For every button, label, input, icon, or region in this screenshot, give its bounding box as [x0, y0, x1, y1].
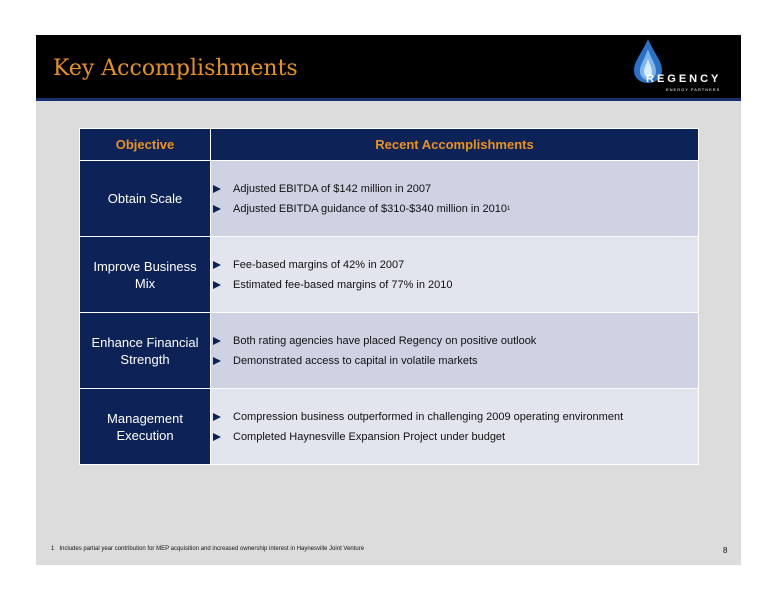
bullet-arrow-icon — [213, 205, 221, 213]
footnote — [51, 546, 364, 552]
list-item: Compression business outperformed in challenging 2009 operating environment — [211, 407, 698, 427]
page-number: 8 — [723, 546, 728, 555]
objective-label: Obtain Scale — [107, 191, 183, 206]
list-item: Estimated fee-based margins of 77% in 2010 — [211, 275, 698, 295]
objective-cell — [80, 313, 211, 389]
header-divider — [36, 98, 741, 101]
footnote-text: Includes partial year contribution for MEP acquisition and increased ownership interest in Haynesville Joint Venture — [59, 546, 365, 552]
accomplishments-table — [79, 128, 699, 465]
accomplishments-cell — [211, 237, 699, 313]
list-item: Both rating agencies have placed Regency on positive outlook — [211, 331, 698, 351]
column-header-recent: Recent Accomplishments — [211, 129, 699, 161]
bullet-arrow-icon — [213, 261, 221, 269]
regency-logo — [628, 37, 738, 97]
page-title: Key Accomplishments — [53, 56, 298, 81]
objective-cell — [80, 237, 211, 313]
bullet-arrow-icon — [213, 281, 221, 289]
footnote-number: 1 — [51, 546, 55, 552]
bullet-arrow-icon — [213, 433, 221, 441]
objective-label: Mix — [134, 275, 156, 291]
table-row — [80, 313, 699, 389]
objective-label: Management — [107, 410, 183, 426]
objective-label: Strength — [120, 351, 170, 367]
table-header-row — [80, 129, 699, 161]
logo-subtitle: ENERGY PARTNERS — [666, 87, 721, 92]
table-row — [80, 237, 699, 313]
list-item: Adjusted EBITDA guidance of $310-$340 million in 2010 1 — [211, 199, 698, 219]
list-item: Demonstrated access to capital in volatile markets — [211, 351, 698, 371]
bullet-arrow-icon — [213, 185, 221, 193]
list-item: Completed Haynesville Expansion Project under budget — [211, 427, 698, 447]
list-item: Fee-based margins of 42% in 2007 — [211, 255, 698, 275]
table-row — [80, 389, 699, 465]
objective-cell — [80, 389, 211, 465]
objective-label: Execution — [116, 427, 174, 443]
objective-label: Improve Business — [93, 258, 197, 274]
accomplishments-cell — [211, 313, 699, 389]
table-row — [80, 161, 699, 237]
footnote-marker: 1 — [506, 205, 511, 212]
slide-header — [36, 35, 741, 98]
accomplishments-cell — [211, 161, 699, 237]
accomplishments-cell — [211, 389, 699, 465]
column-header-objective: Objective — [80, 129, 211, 161]
bullet-arrow-icon — [213, 413, 221, 421]
objective-label: Enhance Financial — [91, 334, 199, 350]
objective-cell — [80, 161, 211, 237]
logo-wordmark: REGENCY — [646, 73, 722, 85]
slide — [36, 35, 741, 565]
bullet-arrow-icon — [213, 337, 221, 345]
list-item: Adjusted EBITDA of $142 million in 2007 — [211, 179, 698, 199]
bullet-arrow-icon — [213, 357, 221, 365]
